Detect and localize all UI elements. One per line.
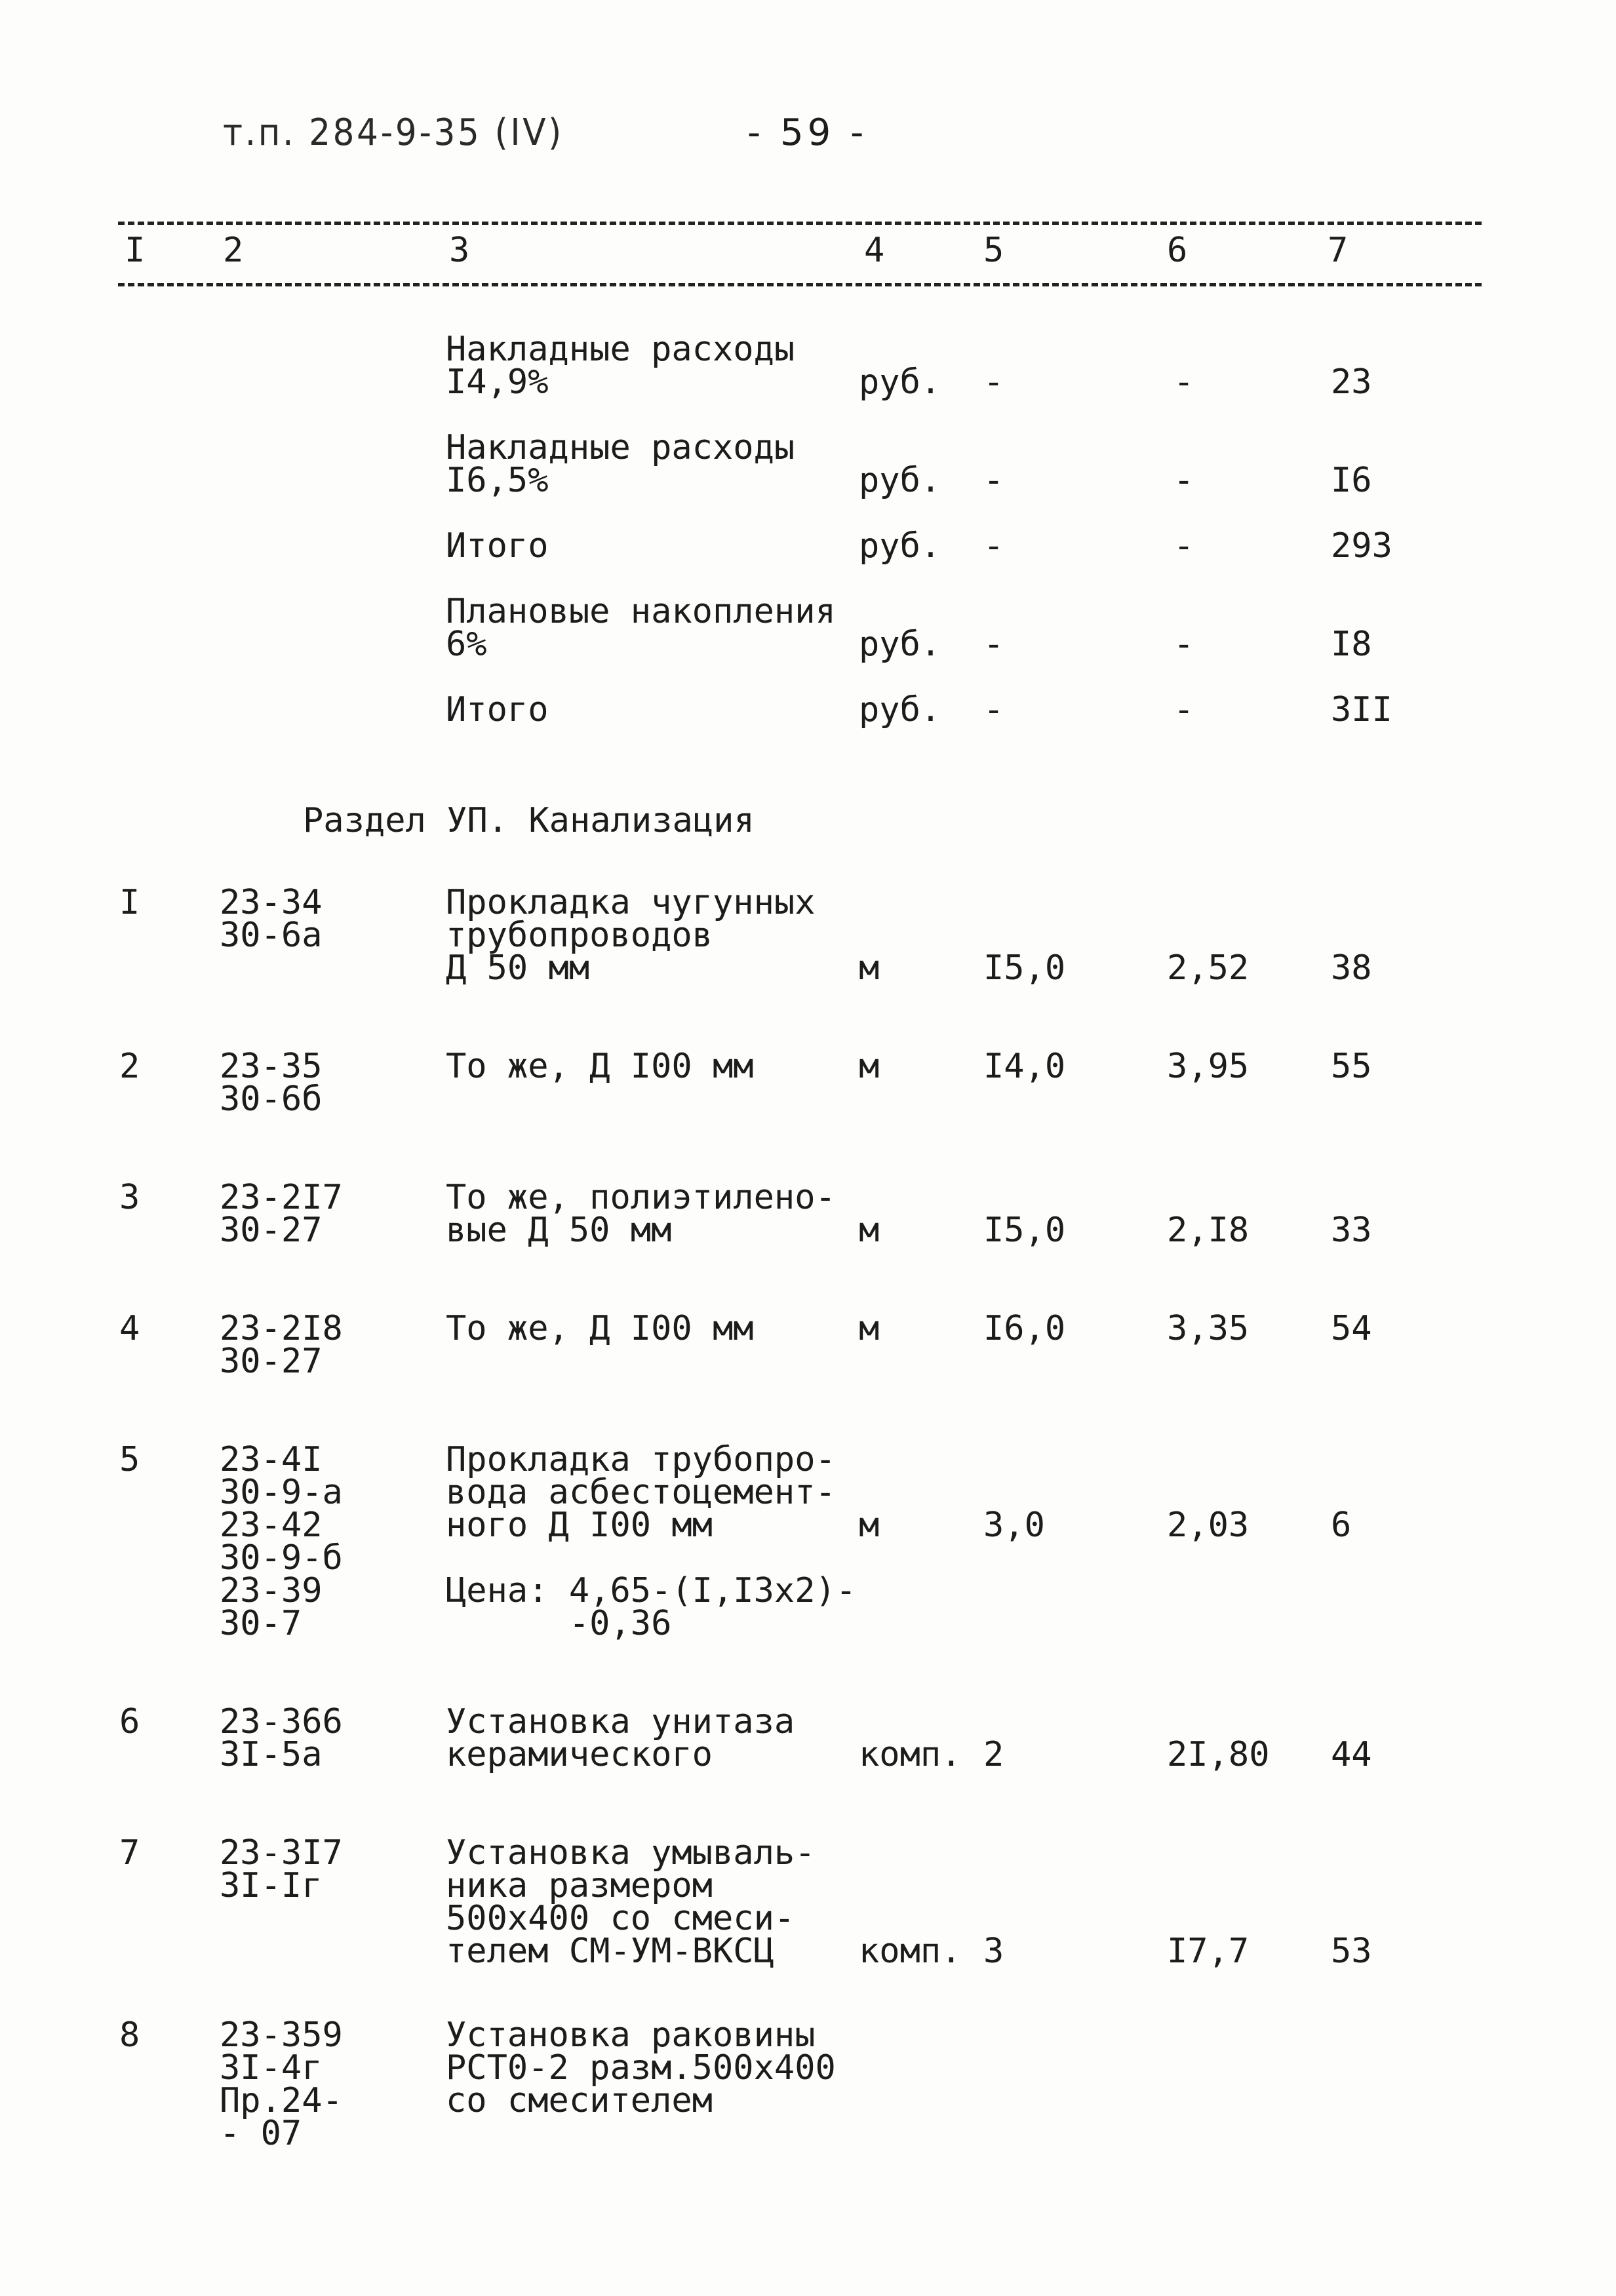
row-price: I7,7 (1167, 1932, 1250, 1971)
column-number: 2 (223, 231, 244, 270)
row-name: То же, полиэтилено- вые Д 50 мм (446, 1178, 836, 1250)
summary-sum: 293 (1331, 526, 1392, 566)
column-number: 7 (1328, 231, 1349, 270)
summary-unit: руб. (859, 362, 941, 402)
table-top-rule (118, 222, 1482, 225)
row-unit: комп. (859, 1932, 962, 1971)
row-code: 23-2I8 30-27 (220, 1309, 343, 1381)
row-price: 3,35 (1167, 1309, 1250, 1348)
column-number: 3 (449, 231, 470, 270)
row-name: Прокладка трубопро- вода асбестоцемент- ного Д I00 мм (446, 1440, 836, 1545)
summary-price: - (1173, 461, 1194, 500)
row-qty: 2 (983, 1735, 1004, 1774)
row-unit: м (859, 1309, 880, 1348)
row-number: 7 (119, 1833, 140, 1873)
summary-unit: руб. (859, 690, 941, 730)
row-unit: м (859, 1211, 880, 1250)
row-qty: I5,0 (983, 948, 1066, 988)
row-qty: I4,0 (983, 1047, 1066, 1086)
row-price: 2I,80 (1167, 1735, 1270, 1774)
summary-name: Плановые накопления 6% (446, 592, 836, 664)
row-sum: 53 (1331, 1932, 1372, 1971)
summary-unit: руб. (859, 526, 941, 566)
column-number: I (125, 231, 146, 270)
row-code: 23-2I7 30-27 (220, 1178, 343, 1250)
row-sum: 6 (1331, 1506, 1352, 1545)
row-code: 23-3I7 3I-Iг (220, 1833, 343, 1905)
row-number: 4 (119, 1309, 140, 1348)
summary-sum: 3II (1331, 690, 1392, 730)
summary-name: Накладные расходы I6,5% (446, 428, 795, 500)
summary-name: Накладные расходы I4,9% (446, 330, 795, 402)
row-qty: 3 (983, 1932, 1004, 1971)
row-name: Установка унитаза керамического (446, 1702, 795, 1774)
summary-price: - (1173, 526, 1194, 566)
row-price: 2,I8 (1167, 1211, 1250, 1250)
row-code: 23-4I 30-9-а 23-42 30-9-б 23-39 30-7 (220, 1440, 343, 1643)
summary-price: - (1173, 690, 1194, 730)
row-price: 2,03 (1167, 1506, 1250, 1545)
table-header-rule (118, 283, 1482, 286)
row-price: 3,95 (1167, 1047, 1250, 1086)
document-code: т.п. 284-9-35 (IV) (223, 111, 564, 154)
row-name: Прокладка чугунных трубопроводов Д 50 мм (446, 883, 816, 988)
column-number: 6 (1167, 231, 1188, 270)
summary-price: - (1173, 625, 1194, 664)
row-name: То же, Д I00 мм (446, 1309, 754, 1348)
summary-qty: - (983, 625, 1004, 664)
row-number: 6 (119, 1702, 140, 1741)
summary-qty: - (983, 461, 1004, 500)
row-name: Установка раковины РСТ0-2 разм.500х400 со смесителем (446, 2015, 836, 2120)
column-number-row (0, 231, 1616, 277)
summary-qty: - (983, 362, 1004, 402)
summary-unit: руб. (859, 625, 941, 664)
row-sum: 38 (1331, 948, 1372, 988)
row-price-note: Цена: 4,65-(I,I3х2)- -0,36 (446, 1571, 857, 1643)
row-number: 8 (119, 2015, 140, 2055)
column-number: 5 (983, 231, 1004, 270)
row-sum: 44 (1331, 1735, 1372, 1774)
row-number: I (119, 883, 140, 922)
summary-sum: 23 (1331, 362, 1372, 402)
section-title: Раздел УП. Канализация (303, 801, 755, 840)
summary-price: - (1173, 362, 1194, 402)
row-qty: I5,0 (983, 1211, 1066, 1250)
row-number: 2 (119, 1047, 140, 1086)
row-code: 23-35 30-6б (220, 1047, 323, 1119)
column-number: 4 (864, 231, 885, 270)
row-qty: I6,0 (983, 1309, 1066, 1348)
row-sum: 54 (1331, 1309, 1372, 1348)
row-sum: 55 (1331, 1047, 1372, 1086)
row-qty: 3,0 (983, 1506, 1045, 1545)
row-number: 3 (119, 1178, 140, 1217)
summary-unit: руб. (859, 461, 941, 500)
row-code: 23-366 3I-5а (220, 1702, 343, 1774)
row-unit: м (859, 1506, 880, 1545)
summary-qty: - (983, 690, 1004, 730)
summary-name: Итого (446, 690, 549, 730)
row-price: 2,52 (1167, 948, 1250, 988)
row-unit: м (859, 1047, 880, 1086)
row-name: Установка умываль- ника размером 500х400 со смеси- телем СМ-УМ-ВКСЦ (446, 1833, 816, 1971)
summary-sum: I6 (1331, 461, 1372, 500)
summary-name: Итого (446, 526, 549, 566)
row-sum: 33 (1331, 1211, 1372, 1250)
row-unit: комп. (859, 1735, 962, 1774)
row-number: 5 (119, 1440, 140, 1479)
row-code: 23-34 30-6а (220, 883, 323, 955)
summary-qty: - (983, 526, 1004, 566)
page-number: - 59 - (747, 111, 868, 154)
row-code: 23-359 3I-4г Пр.24- - 07 (220, 2015, 343, 2153)
summary-sum: I8 (1331, 625, 1372, 664)
row-name: То же, Д I00 мм (446, 1047, 754, 1086)
row-unit: м (859, 948, 880, 988)
